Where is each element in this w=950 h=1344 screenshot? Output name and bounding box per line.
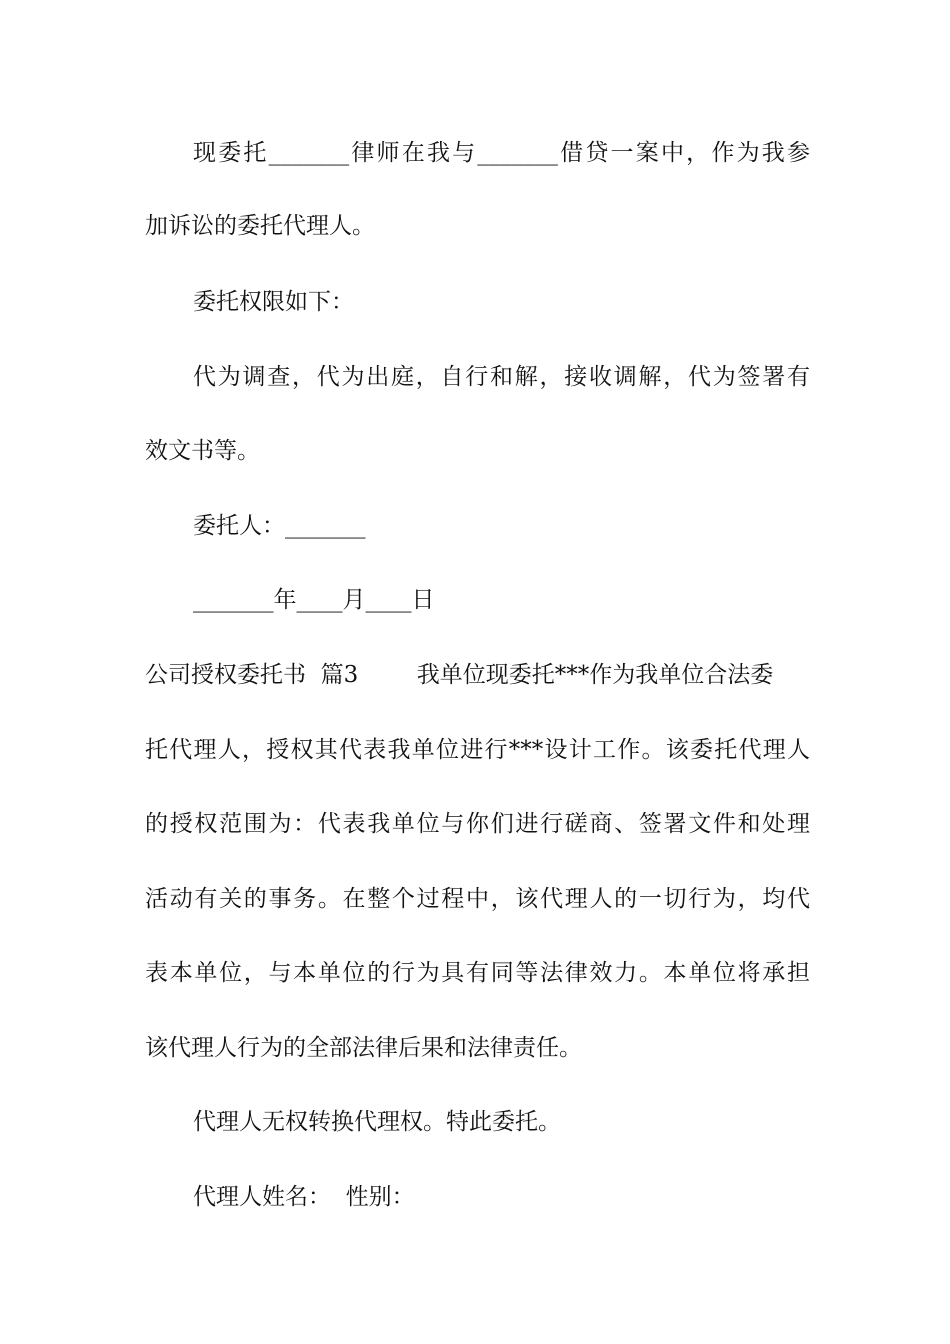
paragraph-line: 代为调查，代为出庭，自行和解，接收调解，代为签署有 — [193, 364, 810, 390]
agent-name-field-line: 代理人姓名： 性别： — [193, 1184, 415, 1210]
date-line: _______年____月____日 — [193, 587, 435, 613]
signature-line: 委托人：_______ — [193, 513, 366, 539]
paragraph-line: 该代理人行为的全部法律后果和法律责任。 — [145, 1035, 582, 1061]
section-heading-line: 公司授权委托书 篇3 我单位现委托***作为我单位合法委 — [145, 662, 774, 688]
paragraph-line: 活动有关的事务。在整个过程中，该代理人的一切行为，均代 — [145, 886, 810, 912]
paragraph-line: 表本单位，与本单位的行为具有同等法律效力。本单位将承担 — [145, 960, 810, 986]
paragraph-line: 现委托_______律师在我与_______借贷一案中，作为我参 — [193, 140, 810, 166]
paragraph-line: 的授权范围为：代表我单位与你们进行磋商、签署文件和处理 — [145, 811, 810, 837]
paragraph-line: 托代理人，授权其代表我单位进行***设计工作。该委托代理人 — [145, 737, 810, 763]
paragraph-line: 效文书等。 — [145, 438, 260, 464]
paragraph-line: 代理人无权转换代理权。特此委托。 — [193, 1109, 561, 1135]
paragraph-line: 委托权限如下： — [193, 289, 354, 315]
paragraph-line: 加诉讼的委托代理人。 — [145, 213, 375, 239]
